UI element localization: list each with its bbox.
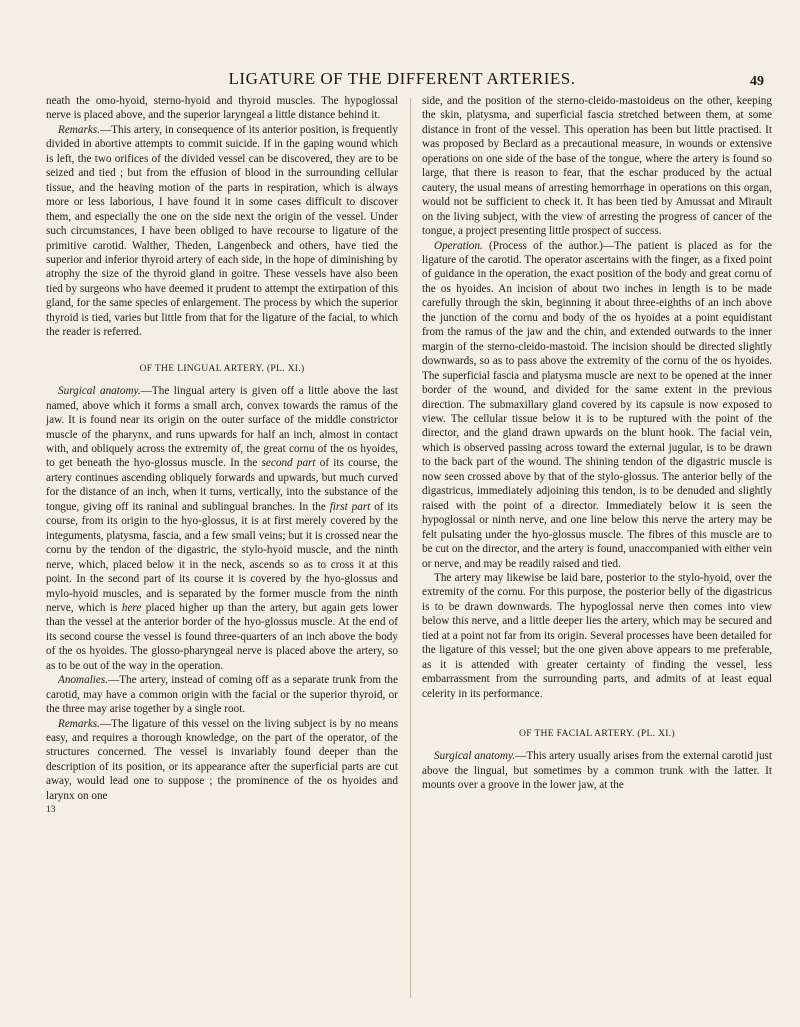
anatomy-text-a: —The lingual artery is given off a little above the last named, above which it forms a small arch, convex towards the ramus of the jaw. It is found near its origin on the outer surface of the middle constrictor muscle of the pharynx, and runs upwards for half an inch, almost in contact with, and obliquely across the extremity of, the great cornu of the os hyoides, to get beneath the hyo-glossus muscle. In the (46, 385, 398, 470)
anomalies-text: —The artery, instead of coming off as a separate trunk from the carotid, may have a common origin with the facial or the superior thyroid, or the three may arise together by a single root. (46, 674, 398, 716)
here-emphasis: here (121, 601, 142, 614)
remarks2-lead: Remarks. (58, 717, 100, 730)
anomalies-lead: Anomalies. (58, 674, 109, 687)
paragraph-facial-anatomy (422, 749, 772, 792)
right-column (422, 94, 772, 793)
anatomy-text-d: placed higher up than the artery, but again gets lower than the vessel at the anterior border of the hyo-glossus muscle. At the end of its second course the vessel is found three-quarters of an inch above the body of the os hyoides. The glosso-pharyngeal nerve is placed above the artery, so as to be out of the way in the operation. (46, 601, 398, 672)
operation-lead: Operation. (434, 239, 483, 252)
paragraph-remarks (46, 123, 398, 340)
paragraph-continuation-right: side, and the position of the sterno-cleido-mastoideus on the other, keeping the skin, platysma, and superficial fascia stretched between them, at some distance in front of the vessel. This operation has been but little practised. It was proposed by Beclard as a precautional measure, in wounds or extensive operations on one side of the base of the tongue, where the artery is found so large, that there is reason to fear, that the eschar produced by the actual cautery, the usual means of arresting hemorrhage in operations on this organ, would not be sufficient to check it. It has been tied by Amussat and Mirault on the living subject, with the view of arresting the progress of cancer of the tongue, a project presenting little prospect of success. (422, 95, 772, 238)
signature-mark: 13 (46, 805, 56, 816)
anatomy-text-b: of its course, the artery continues ascending obliquely forwards and upwards, but much curved for the distance of an inch, when it turns, vertically, into the substance of the tongue, giving off its raninal and sublingual branches. In the (46, 457, 398, 513)
running-head: LIGATURE OF THE DIFFERENT ARTERIES. (228, 69, 576, 88)
section-heading-facial: OF THE FACIAL ARTERY. (PL. XI.) (518, 728, 675, 740)
section-heading-lingual: OF THE LINGUAL ARTERY. (PL. XI.) (139, 362, 305, 374)
paragraph-surgical-anatomy (46, 384, 398, 673)
operation-text: (Process of the author.)—The patient is placed as for the ligature of the carotid. The operator ascertains with the finger, as a fixed point of guidance in the operation, the exact position of the body and great cornu of the os hyoides. An incision of about two inches in length is to be made carefully through the skin, beginning it about three-eighths of an inch above the junction of the cornu and body of the os hyoides at a point equidistant from the ramus of the jaw and the chin, and extended outwards to the inner margin of the sterno-cleido-mastoid. The incision should be directed slightly downwards, so as to pass above the extremity of the cornu of the os hyoides. The superficial fascia and platysma muscle are next to be opened at the inner border of the wound, and divided for the same extent in the previous direction. The submaxillary gland covered by its capsule is now exposed to view. The cellular tissue below it is to be ruptured with the point of the director, and the gland drawn upwards on the blunt hook. The facial vein, which is observed passing across toward the external jugular, is to be drawn to the back part of the wound. The shining tendon of the digastric muscle is now seen crossed above by that of the stylo-glossus. The anterior belly of the digastricus, immediately adjoining this tendon, is to be denuded and slightly raised with the point of a director. Immediately below it is seen the hypoglossal or ninth nerve, and one line below this nerve the artery may be felt pulsating under the hyo-glossus muscle. The fibres of this muscle are to be cut on the director, and the artery is found, unaccompanied with either vein or nerve, and may be readily raised and tied. (422, 239, 772, 570)
paragraph-alternative: The artery may likewise be laid bare, posterior to the stylo-hyoid, over the extremity of the cornu. For this purpose, the posterior belly of the digastricus is to be drawn downwards. The hypoglossal nerve then comes into view below this nerve, and a little deeper lies the artery, which may be secured and tied at a point not far from its origin. Several processes have been detailed for the ligature of this vessel; but the one given above appears to me preferable, as it is attended with greater certainty of finding the vessel, less embarrassment from the surrounding parts, and admits of at least equal celerity in its performance. (422, 571, 772, 700)
facial-anatomy-lead: Surgical anatomy. (434, 750, 516, 763)
remarks2-text: —The ligature of this vessel on the living subject is by no means easy, and requires a thorough knowledge, on the part of the operator, of the structures concerned. The vessel is invariably found deeper than the description of its position, or its appearance after the superficial parts are cut away, would lead one to suppose ; the prominence of the os hyoides and larynx on one (46, 717, 398, 802)
paragraph-operation (422, 239, 772, 571)
paragraph-remarks-2 (46, 717, 398, 804)
remarks-lead: Remarks. (58, 123, 100, 136)
first-part-emphasis: first part (329, 500, 371, 513)
facial-anatomy-text: —This artery usually arises from the external carotid just above the lingual, but sometimes by a common trunk with the latter. It mounts over a groove in the lower jaw, at the (422, 750, 773, 792)
remarks-text: —This artery, in consequence of its anterior position, is frequently divided in abortive attempts to commit suicide. If in the gaping wound which is left, the two orifices of the divided vessel can be discovered, they are to be seized and tied ; but from the effusion of blood in the surrounding cellular tissue, and the heaving motion of the parts in respiration, which is always more or less laborious, I have found it in some cases difficult to discover them, and especially the one on the side next the origin of the vessel. Under such circumstances, I have been obliged to have recourse to ligature of the primitive carotid. Walther, Theden, Langenbeck and others, have tied the superior and inferior thyroid artery of each side, in the hope of diminishing by atrophy the size of the thyroid gland in goitre. These vessels have also been tied by surgeons who have deemed it prudent to attempt the extirpation of this gland, for the same species of enlargement. The process by which the superior thyroid is tied, varies but little from that for the ligature of the facial, to which the reader is referred. (46, 123, 398, 339)
second-part-emphasis: second part (261, 457, 316, 470)
left-column (46, 94, 398, 818)
column-divider (410, 98, 411, 998)
anatomy-text-c: of its course, from its origin to the hyo-glossus, it is at first merely covered by the integuments, platysma, fascia, and a few small veins; but it is crossed near the cornu by the tendon of the digastric, the stylo-hyoid muscle, and the ninth nerve, which, placed below it in the neck, ascends so as to cross it at this point. In the second part of its course it is covered by the hyo-glossus and mylo-hyoid muscles, and is separated by the former muscle from the ninth nerve, which is (46, 500, 399, 614)
paragraph-continuation: neath the omo-hyoid, sterno-hyoid and thyroid muscles. The hypoglossal nerve is placed above, and the superior laryngeal a little distance behind it. (46, 95, 398, 122)
page-number: 49 (750, 74, 764, 89)
paragraph-anomalies (46, 673, 398, 716)
anatomy-lead: Surgical anatomy. (58, 385, 141, 398)
